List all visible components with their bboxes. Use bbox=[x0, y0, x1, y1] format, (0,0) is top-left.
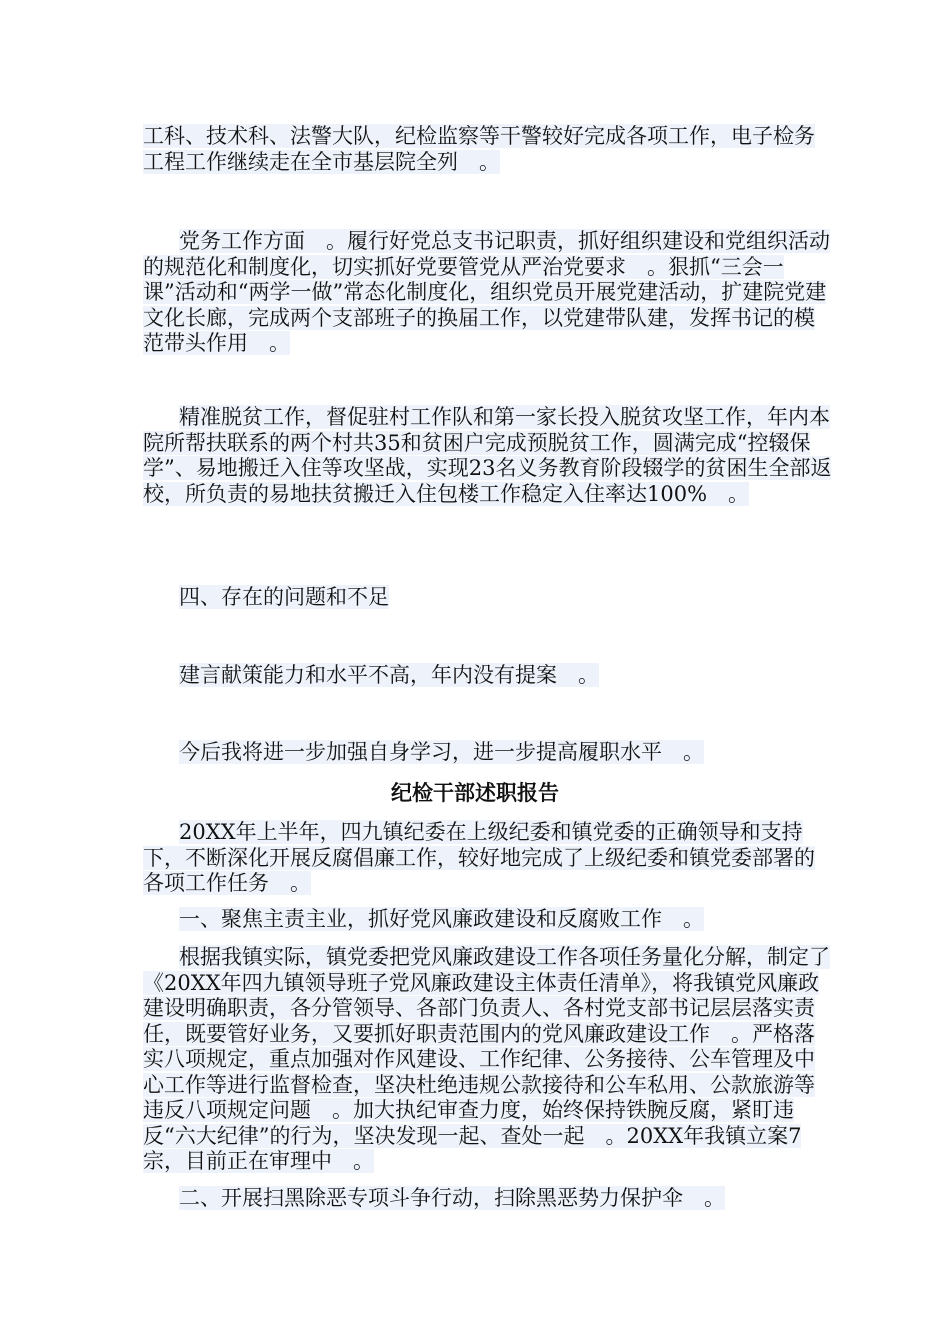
document-title: 纪检干部述职报告 bbox=[391, 780, 559, 805]
paragraph-continuation bbox=[143, 124, 833, 175]
paragraph-intro bbox=[143, 820, 833, 897]
heading-text: 二、开展扫黑除恶专项斗争行动，扫除黑恶势力保护伞 。 bbox=[179, 1186, 725, 1210]
paragraph-integrity-work bbox=[143, 945, 833, 1175]
paragraph-future-plan bbox=[143, 740, 833, 766]
paragraph-text: 根据我镇实际，镇党委把党风廉政建设工作各项任务量化分解，制定了《20XX年四九镇领导班子党风廉政建设主体责任清单》，将我镇党风廉政建设明确职责，各分管领导、各部门负责人、各村党支部书记层层落实责任，既要管好业务，又要抓好职责范围内的党风廉政建设工作 。严格落实八项规定，重点加强对作风建设、工作纪律、公务接待、公车管理及中心工作等进行监督检查，坚决杜绝违规公款接待和公车私用、公款旅游等违反八项规定问题 。加大执纪审查力度，始终保持铁腕反腐，紧盯违反“六大纪律”的行为，坚决发现一起、查处一起 。20XX年我镇立案7宗，目前正在审理中 。 bbox=[143, 945, 830, 1173]
paragraph-text: 建言献策能力和水平不高，年内没有提案 。 bbox=[179, 663, 599, 687]
paragraph-shortcomings bbox=[143, 663, 833, 689]
paragraph-poverty-alleviation bbox=[143, 405, 833, 507]
paragraph-text: 工科、技术科、法警大队，纪检监察等干警较好完成各项工作，电子检务工程工作继续走在全市基层院全列 。 bbox=[143, 124, 815, 174]
paragraph-text: 精准脱贫工作，督促驻村工作队和第一家长投入脱贫攻坚工作，年内本院所帮扶联系的两个村共35和贫困户完成预脱贫工作，圆满完成“控辍保学”、易地搬迁入住等攻坚战，实现23名义务教育阶段辍学的贫困生全部返校，所负责的易地扶贫搬迁入住包楼工作稳定入住率达100% 。 bbox=[143, 405, 832, 506]
paragraph-text: 20XX年上半年，四九镇纪委在上级纪委和镇党委的正确领导和支持下，不断深化开展反腐倡廉工作，较好地完成了上级纪委和镇党委部署的各项工作任务 。 bbox=[143, 820, 815, 895]
heading-text: 四、存在的问题和不足 bbox=[179, 585, 389, 609]
paragraph-party-affairs bbox=[143, 229, 833, 357]
paragraph-text: 党务工作方面 。履行好党总支书记职责，抓好组织建设和党组织活动的规范化和制度化，切实抓好党要管党从严治党要求 。狠抓“三会一课”活动和“两学一做”常态化制度化，组织党员开展党建活动，扩建院党建文化长廊，完成两个支部班子的换届工作，以党建带队建，发挥书记的模范带头作用 。 bbox=[143, 229, 830, 355]
section-heading-problems bbox=[143, 585, 833, 611]
paragraph-text: 今后我将进一步加强自身学习，进一步提高履职水平 。 bbox=[179, 740, 704, 764]
section-heading-one bbox=[143, 907, 833, 933]
section-heading-two bbox=[143, 1186, 833, 1212]
heading-text: 一、聚焦主责主业，抓好党风廉政建设和反腐败工作 。 bbox=[179, 907, 704, 931]
